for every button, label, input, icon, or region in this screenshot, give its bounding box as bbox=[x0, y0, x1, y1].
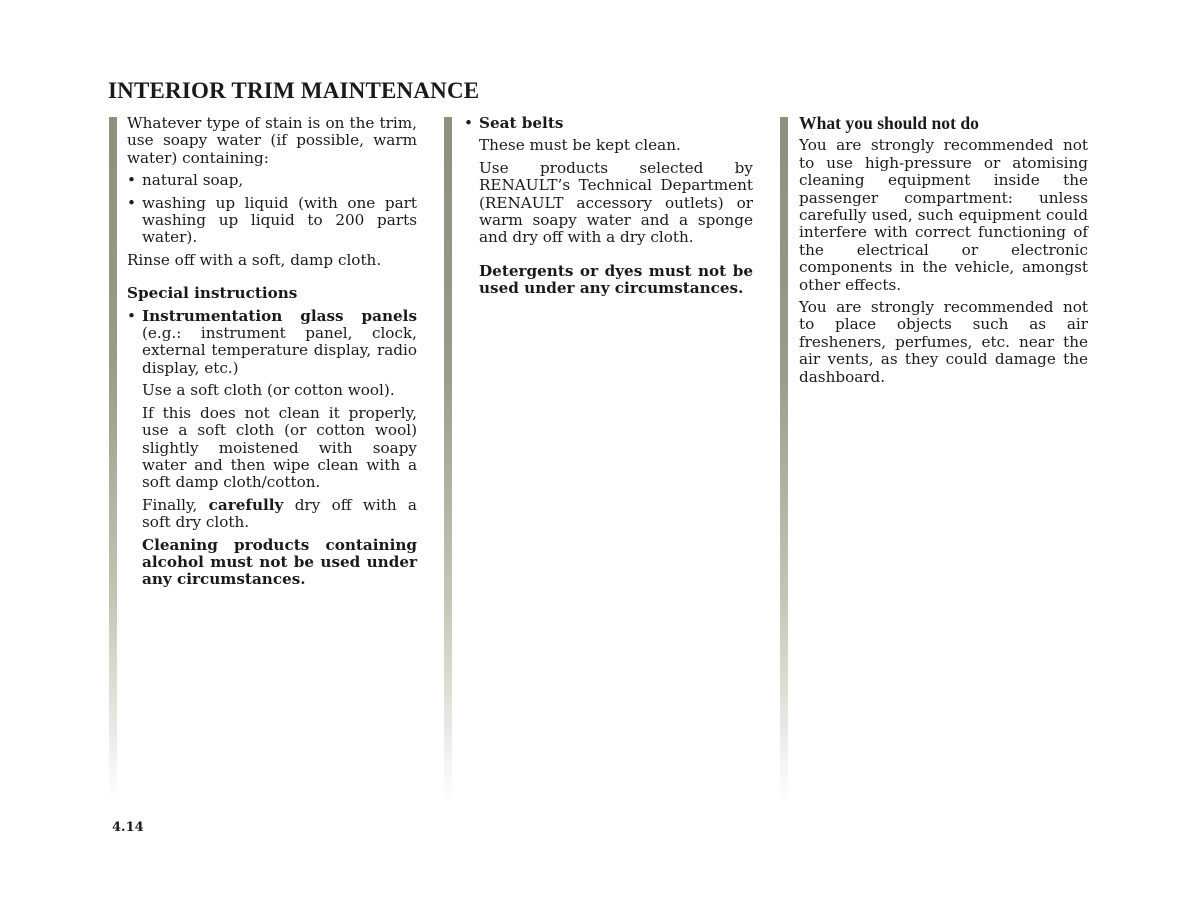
alcohol-warning: Cleaning products containing alcohol must not be used under any circumstances. bbox=[142, 535, 417, 589]
column-bar-right bbox=[780, 117, 788, 802]
special-instructions-heading: Special instructions bbox=[127, 284, 298, 303]
detergents-warning: Detergents or dyes must not be used under any circumstances. bbox=[479, 261, 753, 298]
finally-text bbox=[142, 497, 417, 532]
column-left bbox=[127, 115, 417, 594]
what-not-to-do-heading: What you should not do bbox=[799, 113, 979, 133]
list-item bbox=[127, 195, 417, 247]
glass-panels-text bbox=[142, 308, 417, 378]
bullet-icon: • bbox=[127, 193, 136, 212]
use-products-text: Use products selected by RENAULT’s Technical Department (RENAULT accessory outlets) or warm soapy water and a sponge and dry off with a dry cloth. bbox=[479, 158, 753, 247]
high-pressure-text: You are strongly recommended not to use high-pressure or atomising cleaning equipment inside the passenger compartment: unless carefully used, such equipment could interfere with correct functioning of the electrical or electronic components in the vehicle, amongst other effects. bbox=[799, 136, 1088, 294]
column-middle bbox=[464, 115, 753, 303]
bullet-icon: • bbox=[127, 171, 136, 190]
glass-panels-label: Instrumentation glass panels bbox=[142, 306, 417, 325]
column-bar-middle bbox=[444, 117, 452, 802]
kept-clean-text: These must be kept clean. bbox=[479, 136, 681, 155]
finally-bold: carefully bbox=[208, 495, 284, 514]
finally-post: dry off with a soft dry cloth. bbox=[142, 495, 417, 532]
bullet-icon: • bbox=[127, 306, 136, 325]
column-bar-left bbox=[109, 117, 117, 802]
page-title: INTERIOR TRIM MAINTENANCE bbox=[108, 78, 480, 103]
list-item bbox=[127, 172, 417, 189]
soft-cloth-text: Use a soft cloth (or cotton wool). bbox=[142, 381, 395, 400]
intro-text: Whatever type of stain is on the trim, use soapy water (if possible, warm water) containing: bbox=[127, 114, 417, 167]
page-number: 4.14 bbox=[112, 820, 144, 835]
list-item bbox=[127, 308, 417, 378]
column-right bbox=[799, 115, 1088, 391]
seat-belts-heading: Seat belts bbox=[479, 114, 564, 132]
seat-belts-instructions bbox=[464, 137, 753, 246]
list-item bbox=[464, 115, 753, 132]
bullet-icon: • bbox=[464, 114, 473, 132]
glass-panels-instructions bbox=[127, 382, 417, 588]
glass-panels-examples: (e.g.: instrument panel, clock, external temperature display, radio display, etc.) bbox=[142, 324, 417, 377]
finally-pre: Finally, bbox=[142, 495, 209, 514]
air-vents-text: You are strongly recommended not to place objects such as air fresheners, perfumes, etc. near the air vents, as they could damage the dashboard. bbox=[799, 298, 1088, 386]
rinse-text: Rinse off with a soft, damp cloth. bbox=[127, 250, 382, 269]
list-item-text: natural soap, bbox=[142, 171, 244, 190]
if-not-clean-text: If this does not clean it properly, use a soft cloth (or cotton wool) slightly moistened with soapy water and then wipe clean with a soft damp cloth/cotton. bbox=[142, 403, 417, 492]
list-item-text: washing up liquid (with one part washing up liquid to 200 parts water). bbox=[142, 193, 417, 247]
